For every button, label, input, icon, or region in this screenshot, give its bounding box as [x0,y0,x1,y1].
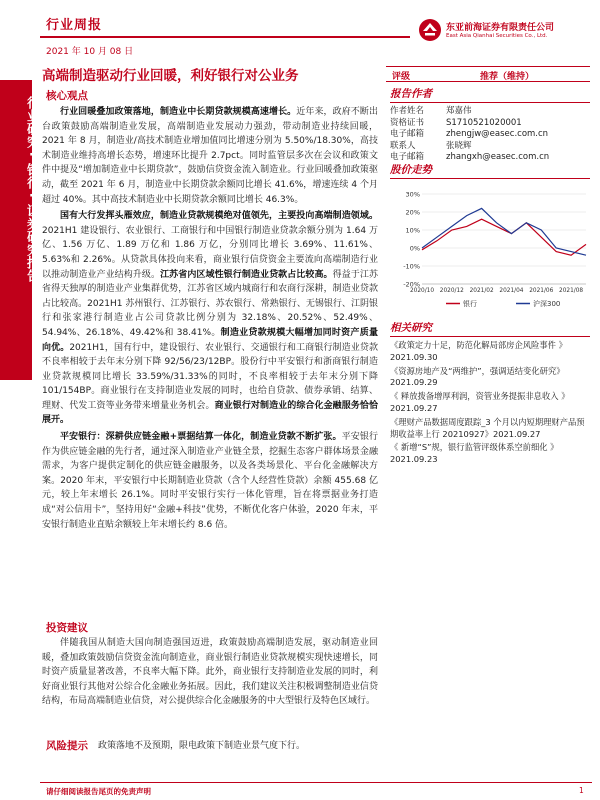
y-tick-label: -10% [403,262,420,271]
core-p2-text-2: 得益于江苏省得天独厚的制造业产业集群优势，江苏省区域内城商行和农商行深耕，制造业贷款占比较高。2021H1 苏州银行、江苏银行、苏农银行、常熟银行、无锡银行、江阴银行和张家港行制造业占公司贷款比例分别为 32.18%、20.52%、52.49%、54.94%、26.18%、49.42%和 38.41%。 [42,269,378,338]
related-heading: 相关研究 [390,322,432,334]
analyst-row [390,118,590,130]
analyst-value: S1710521020001 [446,117,522,128]
y-tick-label: 10% [405,226,420,235]
legend-label: 沪深300 [533,300,561,308]
analyst-key: 电子邮箱 [390,129,425,139]
related-item[interactable]: 《资源房地产及“两维护”，强调适结变化研究》 2021.09.29 [390,365,565,388]
core-paragraph-3 [42,430,378,532]
x-tick-label: 2021/02 [469,288,494,294]
analyst-list [390,106,590,164]
header-divider [40,36,410,38]
core-paragraph-2 [42,209,378,428]
core-p2-lead-2: 江苏省内区域性银行制造业贷款占比较高。 [160,269,333,280]
analyst-heading: 报告作者 [390,88,432,100]
y-tick-label: -20% [403,280,420,289]
related-list [390,340,590,466]
analyst-heading-rule [390,102,590,103]
stock-chart-heading-rule [390,178,590,179]
risk-body [98,739,388,754]
core-p2-lead: 国有大行发挥头雁效应，制造业贷款规模绝对值领先，主要投向高端制造领域。 [60,211,378,222]
analyst-section [390,86,590,164]
chart-grid [422,194,586,284]
analyst-key: 联系人 [390,140,416,151]
x-tick-label: 2021/06 [529,288,554,294]
analyst-value: 张晓辉 [446,140,472,151]
legend-label: 银行 [463,300,477,308]
y-tick-label: 30% [405,190,420,199]
core-p3-lead: 平安银行：深耕供应链金融+票据结算一体化，制造业贷款不断扩张。 [60,432,342,443]
company-logo [418,18,588,50]
rating-label: 评级 [392,72,411,82]
analyst-key: 作者姓名 [390,106,425,116]
core-p2-lead-4: 商业银行对制造业的综合化金融服务恰恰展开。 [42,400,378,426]
investment-text: 伴随我国从制造大国向制造强国迈进，政策鼓励高端制造发展，驱动制造业回暖，叠加政策鼓励信贷资金流向制造业，商业银行制造业贷款规模实现快速增长，同时资产质量显著改善，不良率大幅下降。此外，商业银行支持制造业发展的同时，利好商业银行其他对公综合化金融业务拓展。因此，我们建议关注积极调整制造业信贷结构，布局高端制造业信贷，对公提供综合化金融服务的中大型银行及特色区域行。 [42,638,378,707]
logo-english-name: East Asia Qianhai Securities Co., Ltd. [446,33,548,39]
x-tick-label: 2020/10 [409,288,435,294]
core-p2-text-3: 2021H1，国有行中，建设银行、农业银行、交通银行和工商银行制造业贷款不良率相较于去年末分别下降 92/56/23/12BP。股份行中平安银行和浙商银行制造业贷款规模同比增长 33.59%/31.33%的同时，不良率相较于去年末分别下降 101/154BP。商业银行在支持制造业发展的同时，也给自贷款、债券承销、结算、理财、代发工资等业务带来增量业务机会。 [42,342,378,411]
core-p2-lead-3: 制造业贷款规模大幅增加同时资产质量向优。 [42,327,378,353]
analyst-value: 郑嘉伟 [446,106,472,116]
core-p1-text: 近年来，政府不断出台政策鼓励高端制造业发展，高端制造业发展动力强劲，带动制造业持续回暖，2021 年 8 月，制造业/高技术制造业增加值同比增速分别为 5.50%/18.30%，高技术制造业维持高增长态势，增速环比提升 2.7pct。同时监管层多次在会议和政策文件中提及“增加制造业中长期贷款”，鼓励信贷资金流入制造业。行业回暖叠加政策驱动，截至 2021 年 6 月，制造业中长期贷款余额同比增长 41.6%，增速连续 4 个月超过 40%。其中高技术制造业中长期贷款余额同比增长 46.3%。 [42,107,378,205]
analyst-email[interactable]: zhengjw@easec.com.cn [446,129,549,139]
rating-value: 推荐（维持） [480,72,535,82]
report-date: 2021 年 10 月 08 日 [46,47,134,57]
chart-legend [446,299,560,308]
core-p2-text: 2021H1 建设银行、农业银行、工商银行和中国银行制造业贷款余额分别为 1.64 万亿、1.56 万亿、1.89 万亿和 1.86 万亿，分别同比增长 3.69%、11.61%、5.63%和 2.26%。从贷款具体投向来看，商业银行信贷资金主要流向高端制造行业以推动制造业产业结构升级。 [42,225,378,280]
rating-bar [386,66,590,82]
analyst-key: 电子邮箱 [390,152,425,162]
analyst-row [390,141,590,153]
related-heading-rule [390,336,590,337]
page-number: 1 [579,786,584,795]
stock-chart-heading: 股价走势 [390,164,432,176]
core-p1-lead: 行业回暖叠加政策落地，制造业中长期贷款规模高速增长。 [60,107,297,117]
x-tick-label: 2020/12 [439,288,464,294]
analyst-key: 资格证书 [390,117,425,128]
related-item[interactable]: 《 释放拨备增厚利润，资管业务提振非息收入 》 2021.09.27 [390,391,570,413]
x-tick-label: 2021/04 [499,288,524,294]
side-bar-text: 行业研究·银行·证券研究报告 [24,96,39,282]
related-section [390,320,590,468]
core-p3-text: 平安银行作为供应链金融的先行者，通过深入制造业产业链全景，挖掘生态客户群体场景金融需求，为客户提供定制化的供应链金融服务，以及各类场景化、平台化金融解决方案。2020 年末，平安银行中长期制造业贷款（含个人经营性贷款）余额 455.68 亿元，较上年末增长 26.1%。同时平安银行实行一体化管理，旨在将票据业务打造成“对公信用卡”，坚持用好“金融+科技”优势，不断优化客户体验，2020 年末，平安银行制造业直贴余额较上年末增长约 8.6 倍。 [42,432,378,530]
core-paragraph-1 [42,105,378,207]
logo-chinese-name: 东亚前海证券有限责任公司 [446,23,555,33]
stock-chart-section [390,162,590,179]
investment-body [42,636,378,711]
footer-disclaimer: 请仔细阅读报告尾页的免责声明 [46,787,151,796]
core-heading: 核心观点 [46,90,88,102]
logo-mark-icon [418,18,442,42]
report-headline: 高端制造驱动行业回暖，利好银行对公业务 [42,68,299,84]
analyst-row [390,106,590,118]
footer-divider [40,782,592,783]
x-tick-label: 2021/08 [559,288,584,294]
investment-heading: 投资建议 [46,622,88,634]
related-item[interactable]: 《政策定力十足，防范化解局部房企风险事件 》 2021.09.30 [390,340,567,362]
analyst-row [390,129,590,141]
y-tick-label: 20% [405,208,420,217]
risk-text: 政策落地不及预期，限电政策下制造业景气度下行。 [98,741,306,751]
related-item[interactable]: 《 新增“S”规，银行监管评级体系空前细化 》 2021.09.23 [390,442,559,465]
y-tick-label: 0% [409,244,420,253]
stock-price-chart [396,188,592,312]
report-type: 行业周报 [46,18,103,33]
related-item[interactable]: 《理财产品数据周度跟踪_3 个月以内短期理财产品预期收益率上行 20210927》2021.09.27 [390,416,585,439]
analyst-email[interactable]: zhangxh@easec.com.cn [446,152,550,162]
risk-heading: 风险提示 [46,740,88,752]
core-body [42,105,378,534]
